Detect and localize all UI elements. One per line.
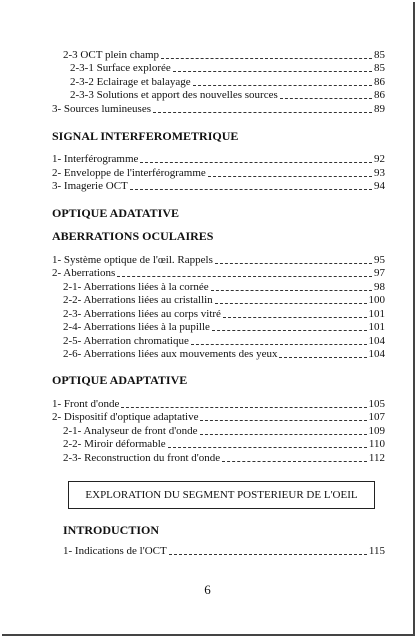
dot-leader bbox=[168, 447, 367, 448]
toc-entry: 2-3-2 Eclairage et balayage 86 bbox=[70, 75, 385, 88]
toc-top-section bbox=[52, 48, 385, 116]
toc-entry: 2-3- Aberrations liées au corps vitré 101 bbox=[63, 307, 385, 320]
section-heading-introduction: INTRODUCTION bbox=[63, 522, 160, 537]
toc-entry: 1- Système optique de l'œil. Rappels 95 bbox=[52, 253, 385, 266]
toc-entry: 2- Aberrations 97 bbox=[52, 267, 385, 279]
section-heading-aberrations: ABERRATIONS OCULAIRES bbox=[52, 229, 214, 243]
section-heading-signal: SIGNAL INTERFEROMETRIQUE bbox=[52, 128, 239, 143]
toc-signal-section bbox=[52, 153, 385, 194]
dot-leader bbox=[215, 303, 367, 304]
toc-entry: 2-3- Reconstruction du front d'onde 112 bbox=[63, 451, 385, 464]
dot-leader bbox=[222, 461, 367, 462]
toc-entry: 2- Dispositif d'optique adaptative 107 bbox=[52, 411, 385, 423]
toc-entry: 3- Sources lumineuses 89 bbox=[52, 102, 385, 115]
toc-entry: 2-2- Aberrations liées au cristallin 100 bbox=[63, 294, 385, 306]
toc-entry: 1- Front d'onde 105 bbox=[52, 397, 385, 410]
toc-entry: 2-1- Aberrations liées à la cornée 98 bbox=[63, 280, 385, 293]
toc-entry: 2-6- Aberrations liées aux mouvements des yeux 104 bbox=[63, 348, 385, 360]
dot-leader bbox=[279, 357, 366, 358]
section-heading-optique-adatative: OPTIQUE ADATATIVE bbox=[52, 206, 180, 220]
dot-leader bbox=[130, 189, 372, 190]
table-of-contents bbox=[52, 48, 385, 558]
dot-leader bbox=[191, 344, 367, 345]
dot-leader bbox=[140, 162, 372, 163]
toc-entry: 1- Interférogramme 92 bbox=[52, 153, 385, 165]
toc-entry: 1- Indications de l'OCT 115 bbox=[63, 545, 385, 557]
dot-leader bbox=[200, 434, 367, 435]
dot-leader bbox=[121, 407, 366, 408]
toc-entry: 2- Enveloppe de l'interférogramme 93 bbox=[52, 166, 385, 179]
toc-entry: 2-1- Analyseur de front d'onde 109 bbox=[63, 424, 385, 437]
dot-leader bbox=[193, 85, 372, 86]
toc-entry: 2-3-3 Solutions et apport des nouvelles sources 86 bbox=[70, 89, 385, 101]
dot-leader bbox=[280, 98, 372, 99]
document-page bbox=[2, 2, 415, 636]
toc-aberrations-section bbox=[52, 253, 385, 361]
dot-leader bbox=[169, 554, 367, 555]
dot-leader bbox=[215, 263, 372, 264]
toc-introduction-section bbox=[52, 545, 385, 559]
toc-entry: 3- Imagerie OCT 94 bbox=[52, 180, 385, 192]
toc-entry: 2-3-1 Surface explorée 85 bbox=[70, 62, 385, 74]
toc-entry: 2-5- Aberration chromatique 104 bbox=[63, 334, 385, 347]
section-heading-optique-adaptative: OPTIQUE ADAPTATIVE bbox=[52, 373, 188, 387]
dot-leader bbox=[223, 317, 367, 318]
toc-optique-adaptative-section bbox=[52, 397, 385, 465]
toc-entry: 2-2- Miroir déformable 110 bbox=[63, 438, 385, 450]
dot-leader bbox=[212, 330, 367, 331]
toc-entry: 2-3 OCT plein champ 85 bbox=[63, 48, 385, 61]
part-title-box: EXPLORATION DU SEGMENT POSTERIEUR DE L'OEIL bbox=[68, 481, 375, 509]
dot-leader bbox=[208, 176, 372, 177]
dot-leader bbox=[117, 276, 372, 277]
dot-leader bbox=[200, 420, 366, 421]
toc-entry: 2-4- Aberrations liées à la pupille 101 bbox=[63, 321, 385, 333]
dot-leader bbox=[173, 71, 372, 72]
dot-leader bbox=[211, 290, 372, 291]
exploration-box-wrapper bbox=[52, 481, 385, 509]
dot-leader bbox=[161, 58, 372, 59]
dot-leader bbox=[153, 112, 372, 113]
page-number: 6 bbox=[204, 582, 211, 597]
